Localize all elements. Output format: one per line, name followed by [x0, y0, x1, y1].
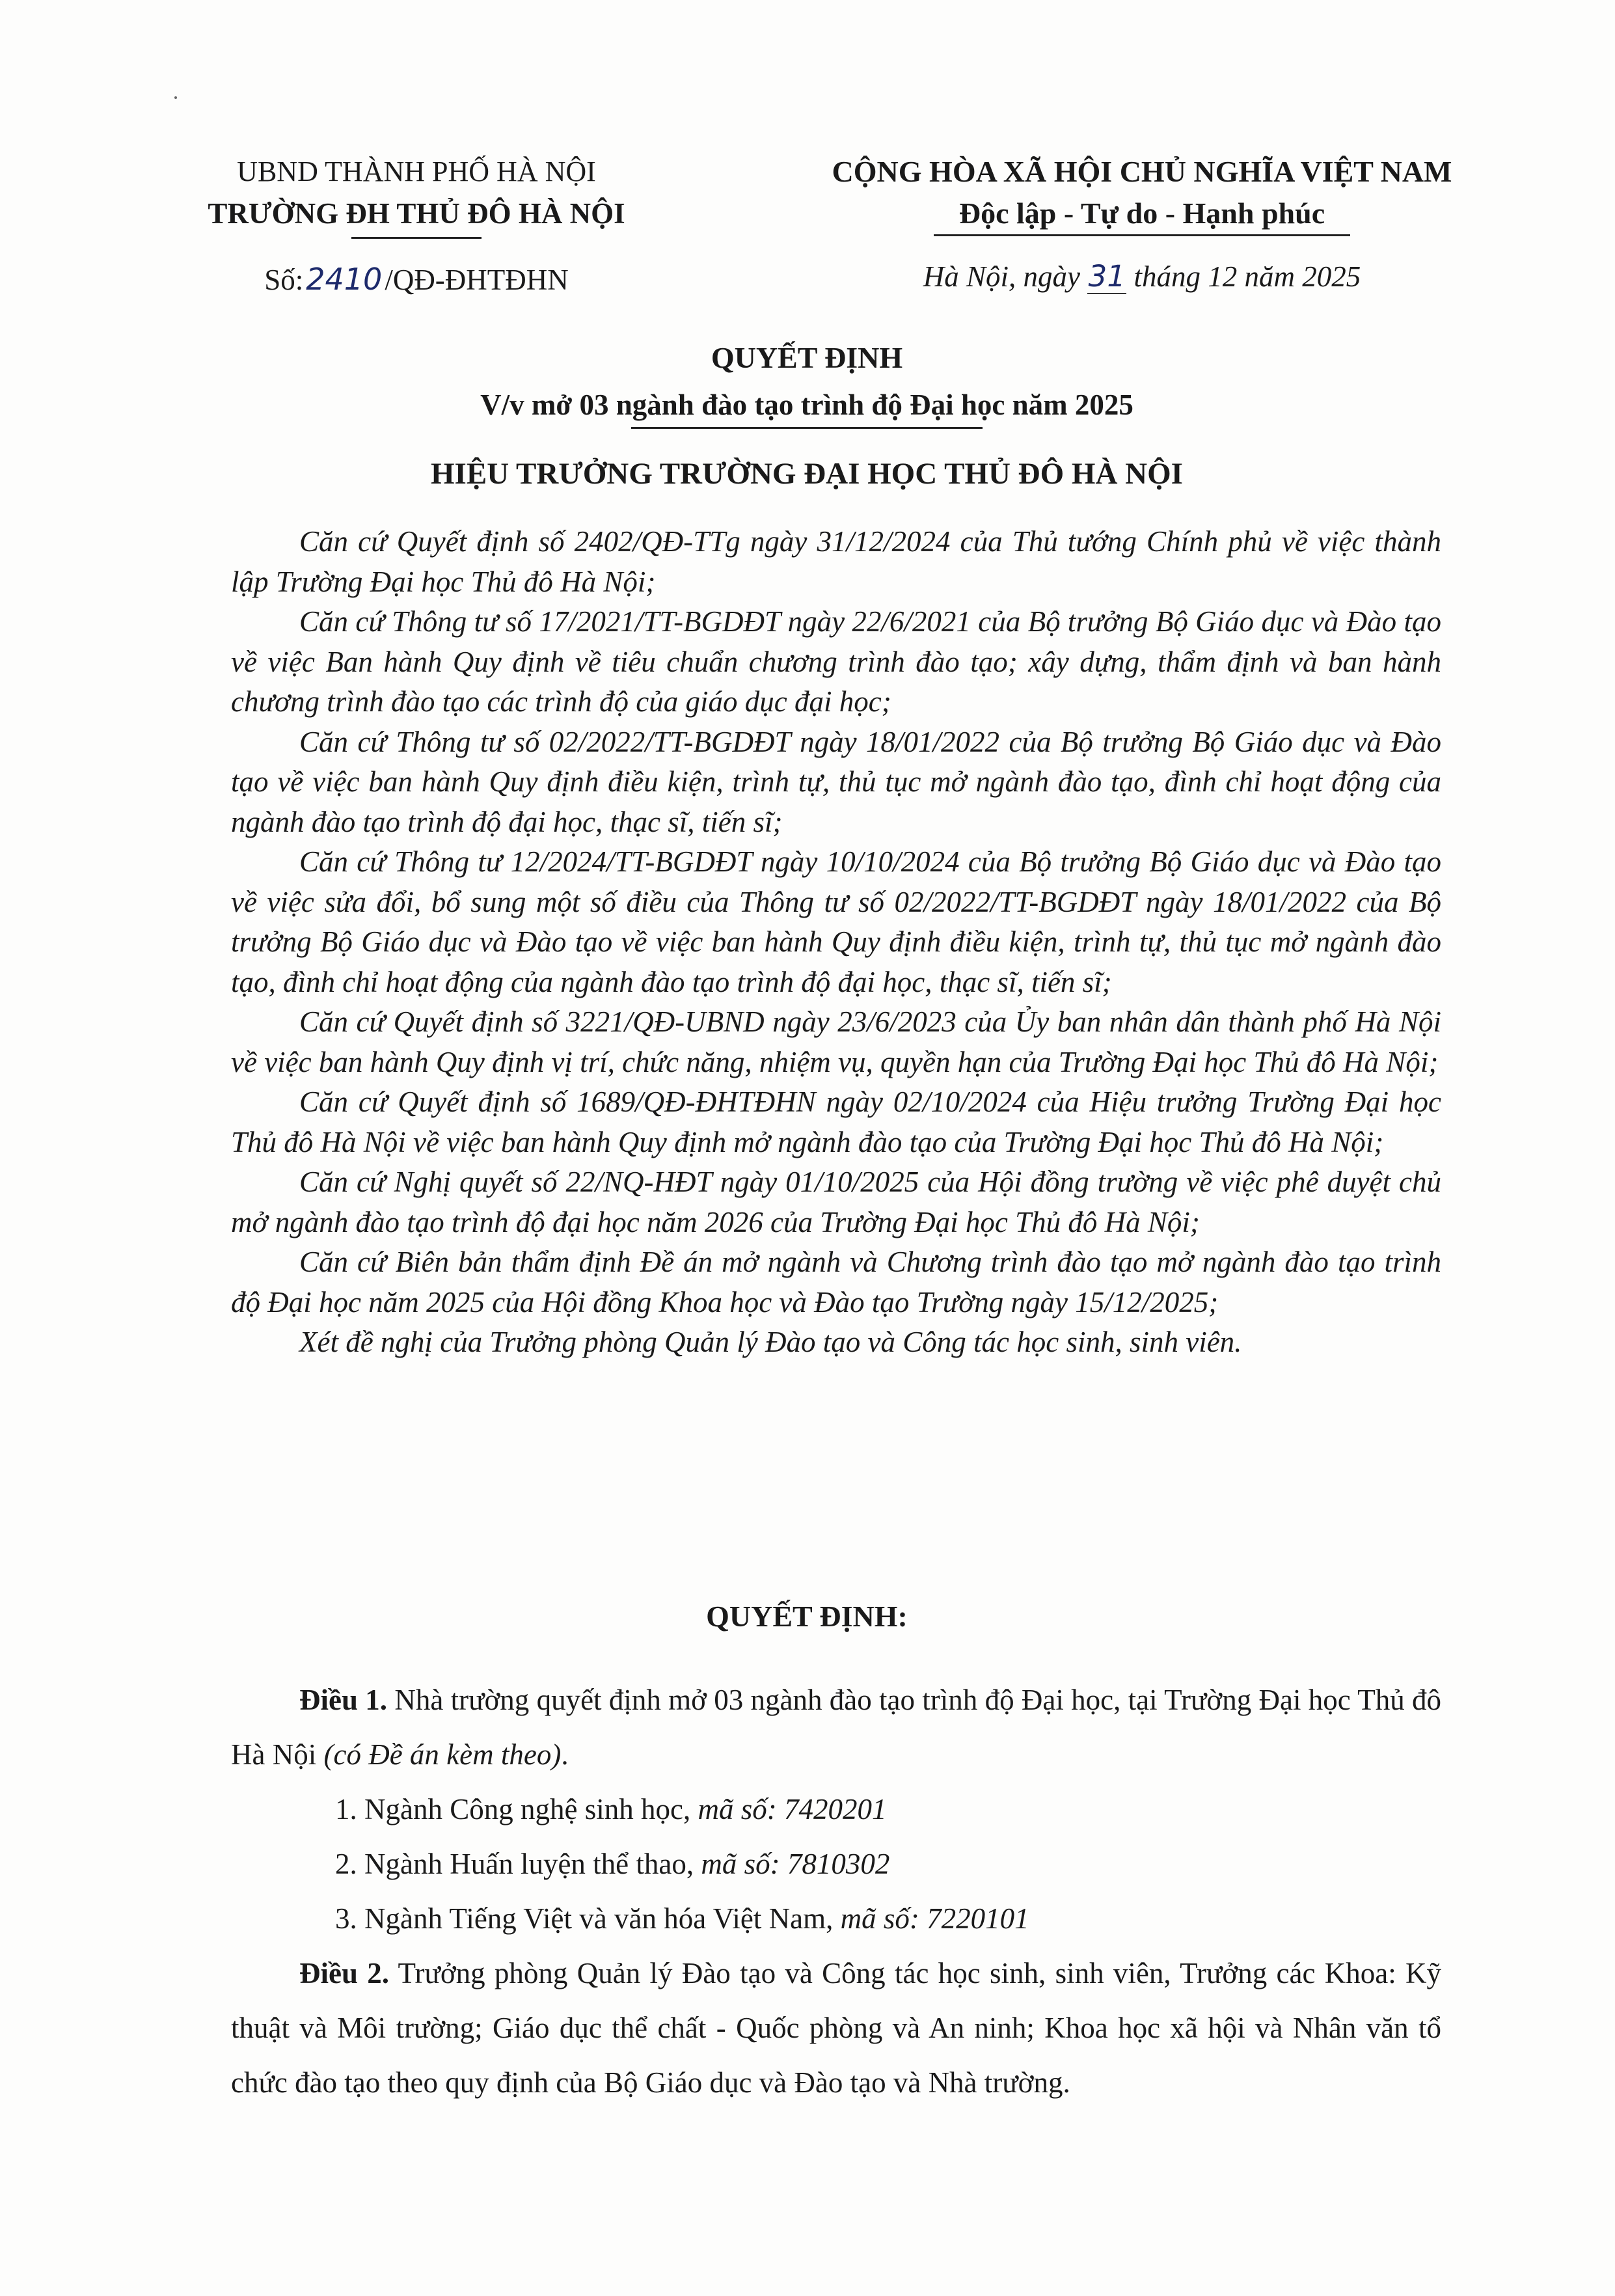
- issuer-title: HIỆU TRƯỞNG TRƯỜNG ĐẠI HỌC THỦ ĐÔ HÀ NỘI: [431, 457, 1183, 491]
- issue-date: [781, 256, 1503, 297]
- basis-paragraph: Căn cứ Quyết định số 1689/QĐ-ĐHTĐHN ngày 02/10/2024 của Hiệu trưởng Trường Đại học Thủ đô Hà Nội về việc ban hành Quy định mở ngành đào tạo của Trường Đại học Thủ đô Hà Nội;: [231, 1086, 1441, 1158]
- basis-paragraph: Căn cứ Thông tư số 02/2022/TT-BGDĐT ngày 18/01/2022 của Bộ trưởng Bộ Giáo dục và Đào tạo về việc ban hành Quy định điều kiện, trình tự, thủ tục mở ngành đào tạo, đình chỉ hoạt động của ngành đào tạo trình độ đại học, thạc sĩ, tiến sĩ;: [231, 725, 1441, 838]
- date-day-handwritten: 31: [1088, 259, 1126, 294]
- school-name: TRƯỜNG ĐH THỦ ĐÔ HÀ NỘI: [208, 197, 625, 230]
- basis-paragraph: Căn cứ Thông tư số 17/2021/TT-BGDĐT ngày 22/6/2021 của Bộ trưởng Bộ Giáo dục và Đào tạo về việc Ban hành Quy định về tiêu chuẩn chương trình đào tạo; xây dựng, thẩm định và ban hành chương trình đào tạo các trình độ của giáo dục đại học;: [231, 605, 1441, 718]
- document-number: [163, 258, 670, 301]
- subject-underline: [631, 427, 983, 429]
- national-title: CỘNG HÒA XÃ HỘI CHỦ NGHĨA VIỆT NAM: [832, 155, 1452, 188]
- basis-paragraph: Căn cứ Quyết định số 2402/QĐ-TTg ngày 31/12/2024 của Thủ tướng Chính phủ về việc thành lập Trường Đại học Thủ đô Hà Nội;: [231, 525, 1441, 598]
- decision-subject: V/v mở 03 ngành đào tạo trình độ Đại học năm 2025: [480, 389, 1133, 421]
- basis-paragraph: Xét đề nghị của Trưởng phòng Quản lý Đào tạo và Công tác học sinh, sinh viên.: [299, 1326, 1242, 1358]
- basis-paragraph: Căn cứ Nghị quyết số 22/NQ-HĐT ngày 01/10/2025 của Hội đồng trường về việc phê duyệt chủ mở ngành đào tạo trình độ đại học năm 2026 của Trường Đại học Thủ đô Hà Nội;: [231, 1166, 1441, 1238]
- basis-paragraph: Căn cứ Quyết định số 3221/QĐ-UBND ngày 23/6/2023 của Ủy ban nhân dân thành phố Hà Nội về việc ban hành Quy định vị trí, chức năng, nhiệm vụ, quyền hạn của Trường Đại học Thủ đô Hà Nội;: [231, 1005, 1441, 1078]
- major-item: [231, 1891, 1441, 1946]
- major-name: 2. Ngành Huấn luyện thể thao,: [335, 1848, 701, 1880]
- article-1-note: (có Đề án kèm theo): [323, 1738, 562, 1771]
- major-code: mã số: 7420201: [698, 1793, 887, 1825]
- header-right: [781, 151, 1503, 297]
- major-item: [231, 1837, 1441, 1891]
- major-name: 3. Ngành Tiếng Việt và văn hóa Việt Nam,: [335, 1902, 841, 1935]
- major-code: mã số: 7810302: [701, 1848, 890, 1880]
- major-name: 1. Ngành Công nghệ sinh học,: [335, 1793, 698, 1825]
- article-1: [231, 1673, 1441, 1782]
- decide-heading: QUYẾT ĐỊNH:: [706, 1600, 908, 1633]
- school-underline: [351, 237, 482, 239]
- article-2: [231, 1946, 1441, 2110]
- basis-paragraph: Căn cứ Biên bản thẩm định Đề án mở ngành và Chương trình đào tạo mở ngành đào tạo trình độ Đại học năm 2025 của Hội đồng Khoa học và Đào tạo Trường ngày 15/12/2025;: [231, 1246, 1441, 1319]
- scan-speck: [174, 96, 177, 99]
- agency-name: UBND THÀNH PHỐ HÀ NỘI: [237, 156, 596, 187]
- title-block: [163, 337, 1451, 497]
- basis-paragraph: Căn cứ Thông tư 12/2024/TT-BGDĐT ngày 10/10/2024 của Bộ trưởng Bộ Giáo dục và Đào tạo về việc sửa đổi, bổ sung một số điều của Thông tư số 02/2022/TT-BGDĐT ngày 18/01/2022 của Bộ trưởng Bộ Giáo dục và Đào tạo về việc ban hành Quy định điều kiện, trình tự, thủ tục mở ngành đào tạo, đình chỉ hoạt động của ngành đào tạo trình độ đại học, thạc sĩ, tiến sĩ;: [231, 845, 1441, 998]
- date-suffix: tháng 12 năm 2025: [1133, 260, 1361, 293]
- header-left: [163, 151, 670, 301]
- decision-title: QUYẾT ĐỊNH: [711, 341, 903, 374]
- major-code: mã số: 7220101: [840, 1902, 1029, 1935]
- legal-basis: [231, 522, 1441, 1363]
- article-2-text: Trưởng phòng Quản lý Đào tạo và Công tác học sinh, sinh viên, Trưởng các Khoa: Kỹ thuật và Môi trường; Giáo dục thể chất - Quốc phòng và An ninh; Khoa học xã hội và Nhân văn tổ chức đào tạo theo quy định của Bộ Giáo dục và Đào tạo và Nhà trường.: [231, 1957, 1441, 2099]
- article-1-label: Điều 1.: [299, 1684, 388, 1716]
- article-1-text: Nhà trường quyết định mở 03 ngành đào tạo trình độ Đại học, tại Trường Đại học Thủ đô Hà Nội: [231, 1684, 1441, 1771]
- article-2-label: Điều 2.: [299, 1957, 390, 1989]
- doc-no-prefix: Số:: [264, 264, 304, 296]
- major-item: [231, 1782, 1441, 1837]
- motto-underline: [934, 234, 1350, 236]
- article-1-end: .: [561, 1738, 569, 1771]
- date-prefix: Hà Nội, ngày: [923, 260, 1080, 293]
- national-motto: Độc lập - Tự do - Hạnh phúc: [958, 197, 1325, 230]
- articles: [231, 1673, 1441, 2110]
- doc-no-suffix: /QĐ-ĐHTĐHN: [385, 264, 569, 296]
- doc-no-handwritten: 2410: [306, 262, 383, 297]
